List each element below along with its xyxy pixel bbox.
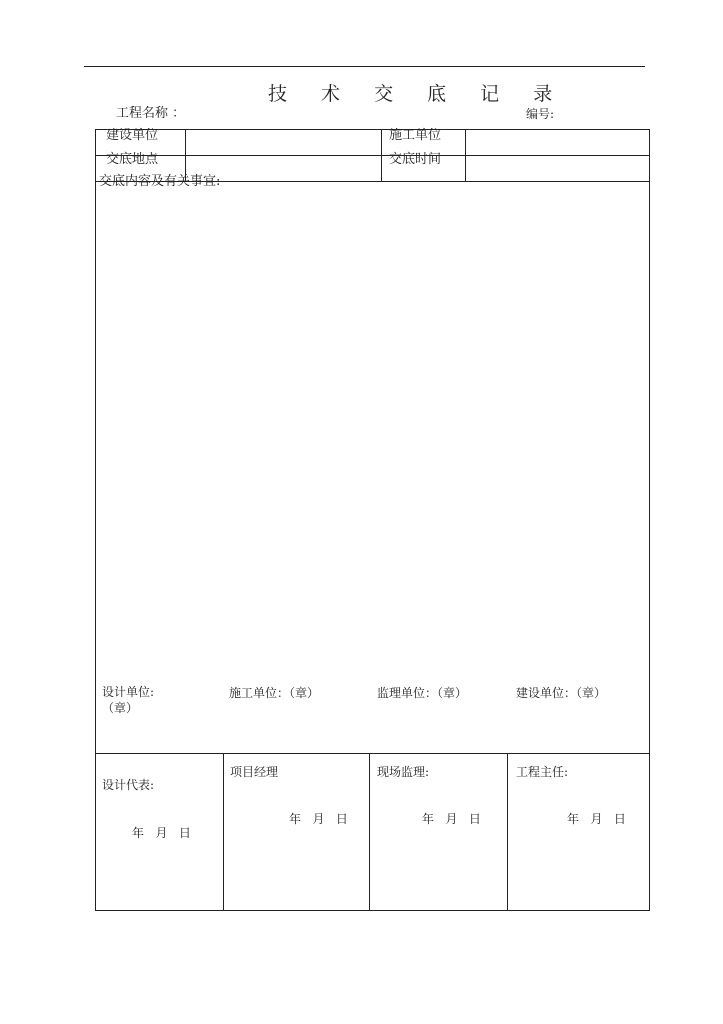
engineering-director-label: 工程主任: [516,765,569,779]
design-representative-label: 设计代表: [102,778,155,792]
project-manager-date: 年 月 日 [289,812,348,826]
supervision-unit-seal-label: 监理单位：（章） [377,686,468,700]
contractor-unit-seal-label: 施工单位：（章） [229,686,320,700]
briefing-location-label: 交底地点 [106,152,159,167]
design-unit-seal-label: 设计单位: [102,685,155,699]
design-unit-seal-mark: （章） [102,701,139,715]
top-rule [84,66,645,67]
site-supervisor-label: 现场监理: [377,765,430,779]
briefing-time-value[interactable] [466,156,648,180]
document-title: 技 术 交 底 记 录 [268,83,567,105]
owner-unit-seal-label: 建设单位：（章） [516,686,607,700]
contractor-unit-label: 施工单位 [389,128,442,143]
briefing-content-label: 交底内容及有关事宜: [99,174,221,189]
briefing-time-label: 交底时间 [389,152,442,167]
contractor-unit-value[interactable] [466,130,648,154]
engineering-director-date: 年 月 日 [567,812,626,826]
project-name-label: 工程名称 ： [116,106,186,121]
design-representative-date: 年 月 日 [132,826,191,840]
serial-number-label: 编号: [526,107,555,121]
construction-unit-label: 建设单位 [106,128,159,143]
site-supervisor-date: 年 月 日 [422,812,481,826]
briefing-content-area[interactable] [97,195,647,675]
construction-unit-value[interactable] [186,130,380,154]
project-manager-label: 项目经理 [230,765,279,779]
